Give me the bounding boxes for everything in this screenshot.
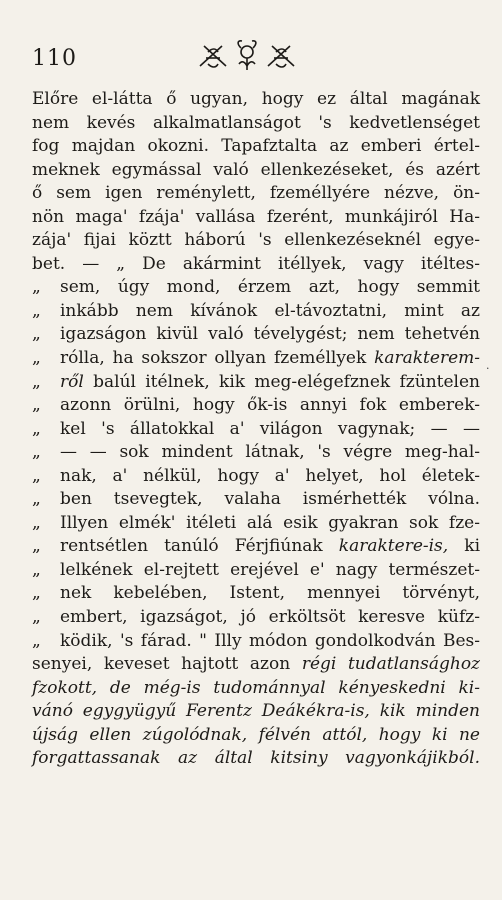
text-line — [32, 347, 480, 371]
text-segment: zája' fijai köztt háború 's ellenkezéseknél egye- — [32, 230, 480, 251]
quote-mark: „ — [32, 442, 41, 463]
text-line — [32, 582, 480, 606]
text-segment: bet. — „ De akármint itéllyek, vagy itéltes- — [32, 253, 480, 274]
text-segment: fog majdan okozni. Tapafztalta az emberi értel- — [32, 136, 480, 157]
text-line — [32, 606, 480, 630]
text-segment: ködik, 's fárad. " Illy módon gondolkodván Bes- — [60, 630, 480, 651]
quote-mark: „ — [32, 559, 41, 580]
text-segment: ben tsevegtek, valaha ismérhették vólna. — [60, 489, 480, 510]
quote-mark: „ — [32, 583, 41, 604]
text-line — [32, 206, 480, 230]
text-segment: inkább nem kívánok el-távoztatni, mint az — [60, 300, 480, 321]
text-line — [32, 559, 480, 583]
italic-segment: régi tudatlansághoz — [301, 654, 481, 675]
body-text — [32, 88, 480, 771]
text-segment: lelkének el-rejtett erejével e' nagy természet- — [60, 559, 480, 580]
text-segment: nak, a' nélkül, hogy a' helyet, hol életek- — [60, 465, 480, 486]
text-line: forgattassanak az által kitsiny vagyonkájikból. — [32, 748, 480, 769]
page-header — [0, 36, 502, 96]
quote-mark: „ — [32, 348, 41, 369]
quote-mark: „ — [32, 395, 41, 416]
text-line: újság ellen zúgolódnak, félvén attól, hogy ki ne — [32, 724, 480, 745]
text-line — [32, 488, 480, 512]
text-segment: — — sok mindent látnak, 's végre meg-hal- — [60, 442, 480, 463]
text-line — [32, 182, 480, 206]
ornament-icon — [192, 36, 302, 76]
quote-mark: „ — [32, 630, 41, 651]
text-line — [32, 323, 480, 347]
quote-mark: „ — [32, 371, 41, 392]
italic-segment: ről — [60, 371, 84, 392]
text-segment: rólla, ha sokszor ollyan fzeméllyek — [60, 348, 367, 369]
text-segment: nem kevés alkalmatlanságot 's kedvetlenséget — [32, 112, 480, 133]
text-line — [32, 88, 480, 112]
text-line — [32, 535, 480, 559]
quote-mark: „ — [32, 512, 41, 533]
text-line — [32, 418, 480, 442]
quote-mark: „ — [32, 607, 41, 628]
text-line — [32, 394, 480, 418]
text-segment: rentsétlen tanúló Férjfiúnak — [60, 536, 323, 557]
text-segment: nön maga' fzája' vallása fzerént, munkájiról Ha- — [32, 206, 480, 227]
text-segment: ő sem igen reménylett, fzeméllyére nézve, ön- — [32, 183, 480, 204]
italic-segment: karaktere-is, — [338, 536, 449, 557]
text-line — [32, 112, 480, 136]
text-line — [32, 371, 480, 395]
text-line — [32, 135, 480, 159]
text-line — [32, 441, 480, 465]
page-number: 110 — [32, 46, 77, 71]
quote-mark: „ — [32, 536, 41, 557]
text-segment: balúl itélnek, kik meg-elégefznek fzüntelen — [93, 371, 480, 392]
text-segment: Illyen elmék' itéleti alá esik gyakran sok fze- — [60, 512, 480, 533]
text-line — [32, 653, 480, 677]
text-line — [32, 253, 480, 277]
quote-mark: „ — [32, 418, 41, 439]
quote-mark: „ — [32, 489, 41, 510]
quote-mark: „ — [32, 300, 41, 321]
text-segment: meknek egymással való ellenkezéseket, és azért — [32, 159, 480, 180]
margin-mark: · — [486, 362, 490, 375]
text-line — [32, 465, 480, 489]
text-segment: sem, úgy mond, érzem azt, hogy semmit — [60, 277, 480, 298]
text-segment: Előre el-látta ő ugyan, hogy ez által magának — [32, 89, 480, 109]
text-segment: embert, igazságot, jó erköltsöt keresve küfz- — [60, 607, 480, 628]
text-segment: nek kebelében, Istent, mennyei törvényt, — [60, 583, 480, 604]
quote-mark: „ — [32, 324, 41, 345]
text-segment: senyei, keveset hajtott azon — [32, 654, 291, 675]
text-line: vánó egygyügyű Ferentz Deákékra-is, kik minden — [32, 701, 480, 722]
text-line — [32, 630, 480, 654]
text-segment: kel 's állatokkal a' világon vagynak; — — — [60, 418, 480, 439]
text-line — [32, 512, 480, 536]
quote-mark: „ — [32, 465, 41, 486]
text-line — [32, 300, 480, 324]
text-line: fzokott, de még-is tudománnyal kényeskedni ki- — [32, 677, 480, 698]
text-line — [32, 276, 480, 300]
italic-segment: karakterem- — [374, 348, 481, 369]
text-segment: ki — [464, 536, 481, 557]
text-segment: azonn örülni, hogy ők-is annyi fok emberek- — [60, 395, 480, 416]
text-line — [32, 159, 480, 183]
text-segment: igazságon kivül való tévelygést; nem tehetvén — [60, 324, 480, 345]
quote-mark: „ — [32, 277, 41, 298]
text-line — [32, 229, 480, 253]
